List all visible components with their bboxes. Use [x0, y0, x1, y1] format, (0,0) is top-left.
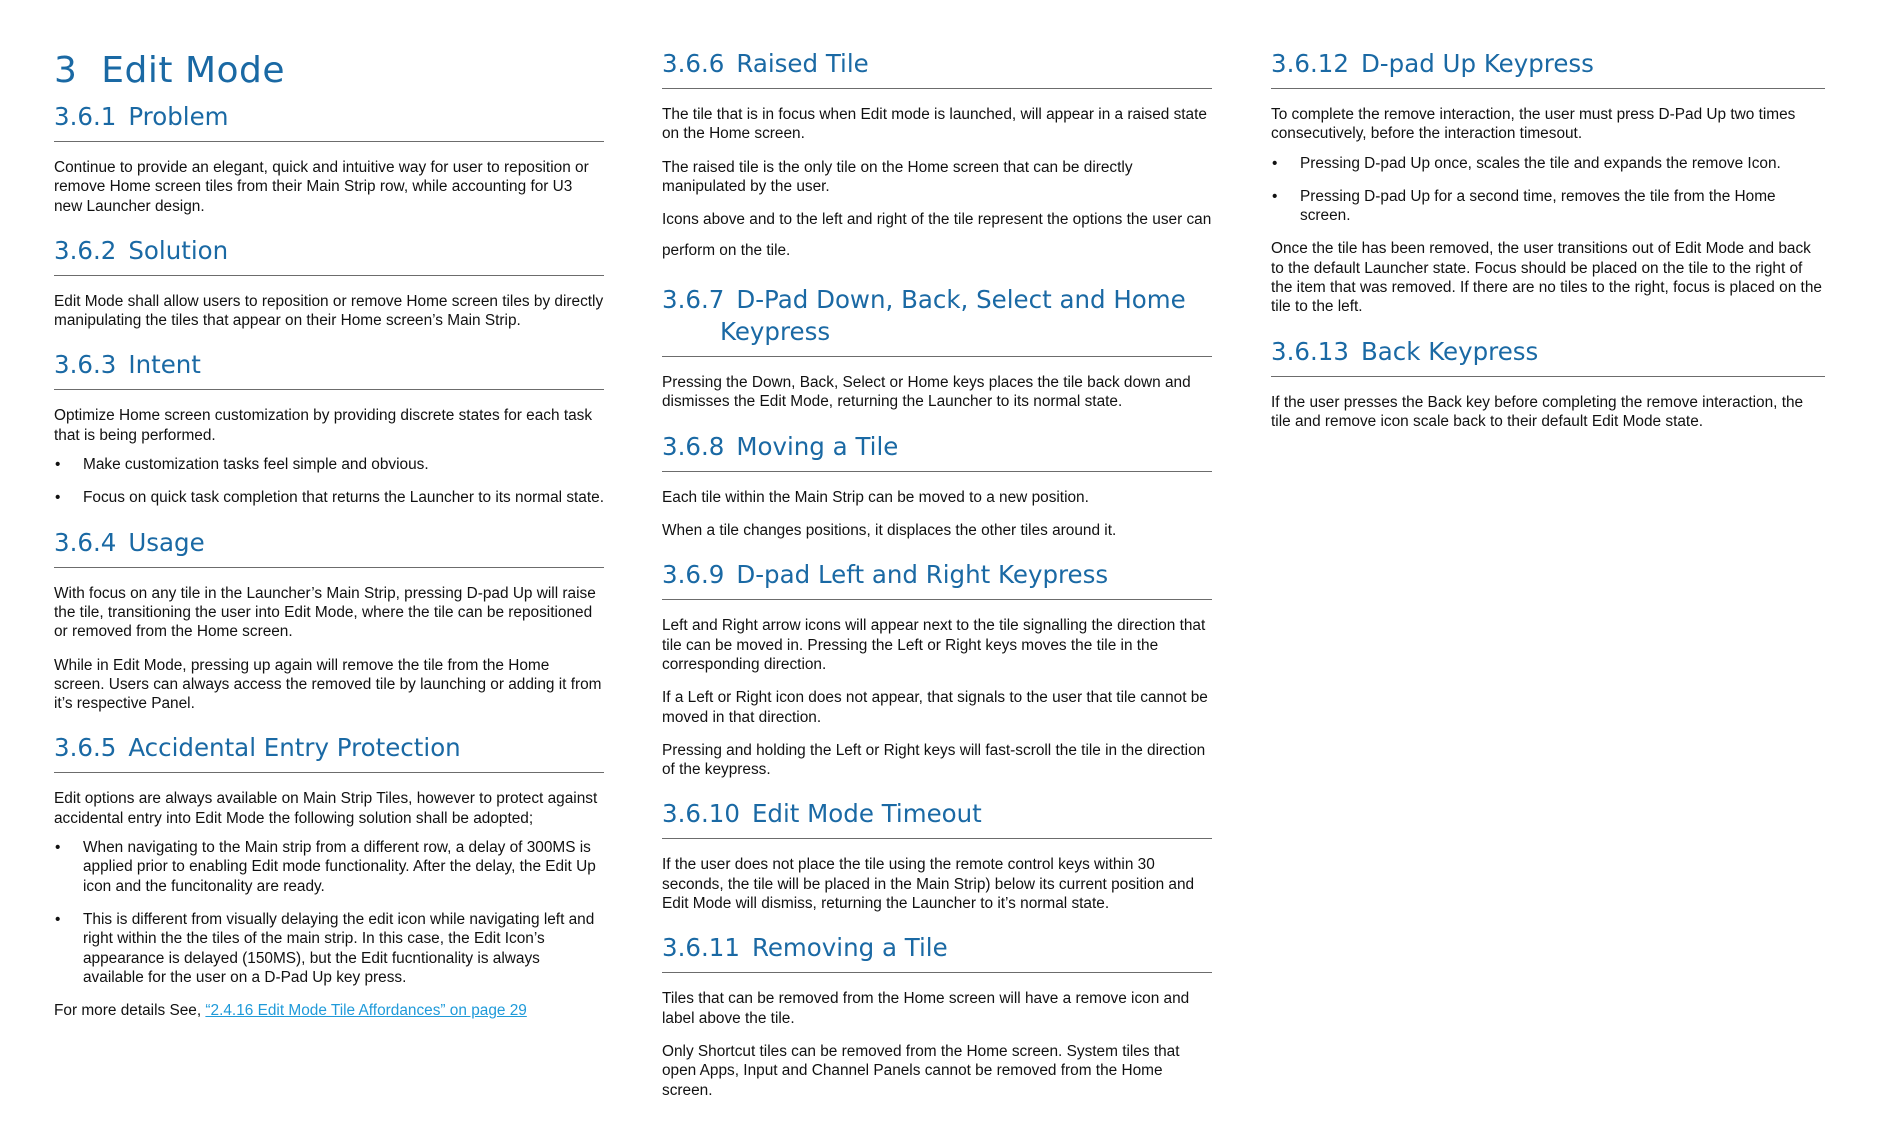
column-1: [54, 0, 604, 1020]
paragraph: Tiles that can be removed from the Home screen will have a remove icon and label above the tile.: [662, 990, 1190, 1027]
section-heading: 3.6.10 Edit Mode Timeout: [662, 798, 1212, 839]
section-edit-mode-timeout: [662, 798, 1212, 913]
section-heading: 3.6.13 Back Keypress: [1271, 336, 1825, 377]
section-heading: 3.6.12 D-pad Up Keypress: [1271, 48, 1825, 89]
list-item: • Pressing D-pad Up for a second time, removes the tile from the Home screen.: [1271, 187, 1825, 226]
section-heading: 3.6.2 Solution: [54, 235, 604, 276]
section-usage: [54, 527, 604, 714]
paragraph: If the user presses the Back key before completing the remove interaction, the tile and remove icon scale back to their default Edit Mode state.: [1271, 393, 1804, 430]
bullet-list: [1271, 154, 1825, 226]
section-back-keypress: [1271, 336, 1825, 432]
paragraph: Continue to provide an elegant, quick and intuitive way for user to reposition or remove Home screen tiles from their Main Strip row, while accounting for U3 new Launcher design.: [54, 159, 589, 215]
section-dpad-up-keypress: [1271, 48, 1825, 317]
list-item: • When navigating to the Main strip from a different row, a delay of 300MS is applied prior to enabling Edit mode functionality. After the delay, the Edit Up icon and the funcitonality are ready.: [54, 838, 604, 896]
section-heading: 3.6.4 Usage: [54, 527, 604, 568]
section-dpad-left-right: [662, 559, 1212, 779]
column-3: [1271, 48, 1825, 431]
bullet-list: [54, 838, 604, 987]
section-heading: 3.6.11 Removing a Tile: [662, 932, 1212, 973]
paragraph: Each tile within the Main Strip can be moved to a new position.: [662, 488, 1089, 506]
chapter-name: Edit Mode: [101, 50, 286, 91]
paragraph: The raised tile is the only tile on the Home screen that can be directly manipulated by the user.: [662, 158, 1133, 195]
list-item: • Pressing D-pad Up once, scales the tile and expands the remove Icon.: [1271, 154, 1825, 173]
paragraph: If the user does not place the tile using the remote control keys within 30 seconds, the tile will be placed in the Main Strip) below its current position and Edit Mode will dismiss, returning the Launcher to it’s normal state.: [662, 856, 1195, 913]
section-intent: [54, 349, 604, 507]
bullet-list: [54, 455, 604, 508]
section-problem: [54, 101, 604, 216]
paragraph: While in Edit Mode, pressing up again will remove the tile from the Home screen. Users can always access the removed tile by launching or adding it from it’s respective Panel.: [54, 656, 602, 713]
paragraph: Optimize Home screen customization by providing discrete states for each task that is being performed.: [54, 407, 593, 444]
section-heading: 3.6.1 Problem: [54, 101, 604, 142]
paragraph: Left and Right arrow icons will appear next to the tile signalling the direction that tile can be moved in. Pressing the Left or Right keys moves the tile in the corresponding direction.: [662, 617, 1206, 673]
section-moving-a-tile: [662, 431, 1212, 541]
column-2: [662, 48, 1212, 1100]
paragraph: Pressing and holding the Left or Right keys will fast-scroll the tile in the direction of the keypress.: [662, 741, 1206, 779]
paragraph: Edit options are always available on Main Strip Tiles, however to protect against accidental entry into Edit Mode the following solution shall be adopted;: [54, 790, 598, 827]
list-item: • This is different from visually delaying the edit icon while navigating left and right within the the tiles of the main strip. In this case, the Edit Icon’s appearance is delayed (150MS), but the Edit fucntionality is always available for the user on a D-Pad Up key press.: [54, 910, 604, 987]
paragraph-more-details: For more details See, “2.4.16 Edit Mode Tile Affordances” on page 29: [54, 1002, 527, 1020]
list-item: • Make customization tasks feel simple and obvious.: [54, 455, 604, 474]
paragraph: When a tile changes positions, it displaces the other tiles around it.: [662, 522, 1117, 540]
list-item: • Focus on quick task completion that returns the Launcher to its normal state.: [54, 488, 604, 507]
section-solution: [54, 235, 604, 331]
paragraph: If a Left or Right icon does not appear, that signals to the user that tile cannot be moved in that direction.: [662, 689, 1208, 726]
section-heading: 3.6.9 D-pad Left and Right Keypress: [662, 559, 1212, 600]
paragraph: Pressing the Down, Back, Select or Home keys places the tile back down and dismisses the Edit Mode, returning the Launcher to its normal state.: [662, 374, 1191, 411]
cross-reference-link[interactable]: “2.4.16 Edit Mode Tile Affordances” on page 29: [205, 1002, 527, 1020]
section-heading: 3.6.3 Intent: [54, 349, 604, 390]
chapter-title: [54, 50, 604, 91]
section-accidental-entry-protection: [54, 732, 604, 1020]
paragraph: Only Shortcut tiles can be removed from the Home screen. System tiles that open Apps, Input and Channel Panels cannot be removed from the Home screen.: [662, 1042, 1180, 1099]
section-heading: 3.6.7 D-Pad Down, Back, Select and Home Keypress: [662, 284, 1212, 357]
paragraph: Edit Mode shall allow users to reposition or remove Home screen tiles by directly manipulating the tiles that appear on their Home screen’s Main Strip.: [54, 292, 604, 330]
paragraph: Once the tile has been removed, the user transitions out of Edit Mode and back to the default Launcher state. Focus should be placed on the tile to the right of the item that was removed. If there are no tiles to the right, focus is placed on the tile to the left.: [1271, 240, 1822, 316]
section-dpad-down-back-select-home: [662, 284, 1212, 412]
section-heading: 3.6.8 Moving a Tile: [662, 431, 1212, 472]
section-removing-a-tile: [662, 932, 1212, 1099]
section-heading: 3.6.6 Raised Tile: [662, 48, 1212, 89]
section-raised-tile: [662, 48, 1212, 266]
paragraph: With focus on any tile in the Launcher’s Main Strip, pressing D-pad Up will raise the tile, transitioning the user into Edit Mode, where the tile can be repositioned or removed from the Home screen.: [54, 584, 596, 641]
paragraph: The tile that is in focus when Edit mode is launched, will appear in a raised state on the Home screen.: [662, 106, 1207, 143]
paragraph: To complete the remove interaction, the user must press D-Pad Up two times consecutively, before the interaction timesout.: [1271, 106, 1796, 143]
paragraph: Icons above and to the left and right of the tile represent the options the user can perform on the tile.: [662, 211, 1212, 260]
section-heading: 3.6.5 Accidental Entry Protection: [54, 732, 604, 773]
chapter-number: 3: [54, 50, 78, 91]
